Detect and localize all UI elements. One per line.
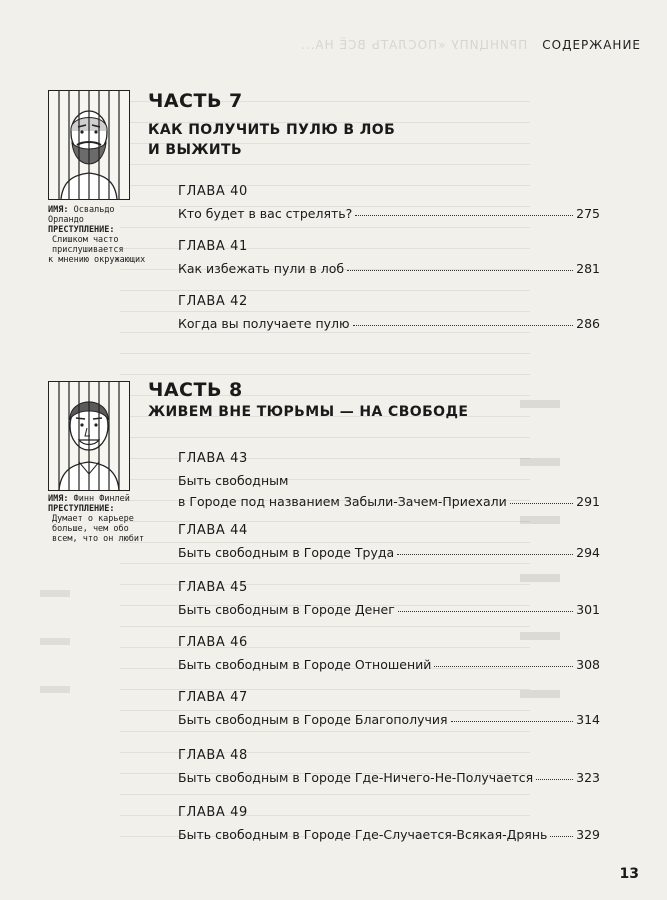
chapter-label: ГЛАВА 43 <box>178 451 248 466</box>
chapter-title-row: Быть свободным в Городе Где-Случается-Всякая-Дрянь 329 <box>178 824 600 845</box>
page-ref: 314 <box>576 712 600 727</box>
chapter-title-row: Быть свободным в Городе Где-Ничего-Не-Получается 323 <box>178 767 600 788</box>
chapter-title-row: Быть свободным в Городе Труда 294 <box>178 542 600 563</box>
chapter-title-row: в Городе под названием Забыли-Зачем-Приехали 291 <box>178 491 600 512</box>
chapter-label: ГЛАВА 49 <box>178 805 248 820</box>
toc-entry-chapter-45[interactable] <box>178 577 600 620</box>
chapter-title-row: Кто будет в вас стрелять? 275 <box>178 203 600 224</box>
dot-leader <box>451 708 574 722</box>
prisoner-crime-line: Думает о карьере <box>52 514 134 524</box>
dot-leader <box>536 766 573 780</box>
part-7-title-line: КАК ПОЛУЧИТЬ ПУЛЮ В ЛОБ <box>148 122 396 138</box>
running-head: СОДЕРЖАНИЕ <box>542 38 641 52</box>
dot-leader <box>353 312 574 326</box>
chapter-title-row: Быть свободным в Городе Денег 301 <box>178 599 600 620</box>
prisoner-caption-part-7 <box>48 205 148 265</box>
toc-entry-chapter-44[interactable] <box>178 520 600 563</box>
page-ref: 275 <box>576 206 600 221</box>
prisoner-crime-line: всем, что он любит <box>52 534 145 544</box>
page-ref: 301 <box>576 602 600 617</box>
prisoner-name-line: ИМЯ: Освальдо Орландо <box>48 205 115 225</box>
part-8-title-line: ЖИВЕМ ВНЕ ТЮРЬМЫ — НА СВОБОДЕ <box>148 404 469 420</box>
dot-leader <box>347 257 573 271</box>
prisoner-name-line: ИМЯ: Финн Финлей <box>48 494 130 504</box>
chapter-label: ГЛАВА 44 <box>178 523 248 538</box>
toc-entry-chapter-40[interactable] <box>178 181 600 224</box>
toc-entry-chapter-48[interactable] <box>178 745 600 788</box>
page-number: 13 <box>619 866 639 882</box>
page-ref: 294 <box>576 545 600 560</box>
part-8-label: ЧАСТЬ 8 <box>148 379 243 401</box>
prisoner-caption-part-8 <box>48 494 148 544</box>
toc-entry-chapter-43[interactable] <box>178 448 600 512</box>
bleed-through-numbers-left <box>40 560 70 710</box>
chapter-label: ГЛАВА 41 <box>178 239 248 254</box>
toc-entry-chapter-49[interactable] <box>178 802 600 845</box>
page-ref: 329 <box>576 827 600 842</box>
bearded-prisoner-illustration <box>49 91 129 199</box>
dot-leader <box>434 653 573 667</box>
dot-leader <box>398 598 573 612</box>
prisoner-portrait-part-7 <box>48 90 130 200</box>
part-7-title-line: И ВЫЖИТЬ <box>148 142 243 158</box>
dot-leader <box>510 490 573 504</box>
chapter-title-row: Когда вы получаете пулю 286 <box>178 313 600 334</box>
toc-entry-chapter-41[interactable] <box>178 236 600 279</box>
prisoner-portrait-part-8 <box>48 381 130 491</box>
chapter-label: ГЛАВА 40 <box>178 184 248 199</box>
toc-entry-chapter-42[interactable] <box>178 291 600 334</box>
bleed-through-running-head: ПРИНЦИПУ «ПОСЛАТЬ ВСЁ НА... <box>300 38 528 52</box>
toc-entry-chapter-46[interactable] <box>178 632 600 675</box>
chapter-label: ГЛАВА 48 <box>178 748 248 763</box>
chapter-title-row: Как избежать пули в лоб 281 <box>178 258 600 279</box>
page-ref: 308 <box>576 657 600 672</box>
chapter-label: ГЛАВА 42 <box>178 294 248 309</box>
chapter-label: ГЛАВА 47 <box>178 690 248 705</box>
prisoner-crime-line: к мнению окружающих <box>48 255 146 265</box>
chapter-title-line: Быть свободным <box>178 473 289 488</box>
prisoner-crime-line: прислушивается <box>52 245 124 255</box>
prisoner-crime-key: ПРЕСТУПЛЕНИЕ: <box>48 225 115 235</box>
page-ref: 281 <box>576 261 600 276</box>
prisoner-crime-key: ПРЕСТУПЛЕНИЕ: <box>48 504 115 514</box>
smiling-prisoner-illustration <box>49 382 129 490</box>
chapter-title-row: Быть свободным в Городе Благополучия 314 <box>178 709 600 730</box>
dot-leader <box>355 202 573 216</box>
page-ref: 286 <box>576 316 600 331</box>
prisoner-crime-line: больше, чем обо <box>52 524 129 534</box>
page-ref: 291 <box>576 494 600 509</box>
dot-leader <box>550 823 573 837</box>
chapter-label: ГЛАВА 46 <box>178 635 248 650</box>
toc-entry-chapter-47[interactable] <box>178 687 600 730</box>
page-ref: 323 <box>576 770 600 785</box>
part-7-label: ЧАСТЬ 7 <box>148 90 243 112</box>
dot-leader <box>397 541 573 555</box>
chapter-label: ГЛАВА 45 <box>178 580 248 595</box>
chapter-title-row: Быть свободным в Городе Отношений 308 <box>178 654 600 675</box>
prisoner-crime-line: Слишком часто <box>52 235 119 245</box>
